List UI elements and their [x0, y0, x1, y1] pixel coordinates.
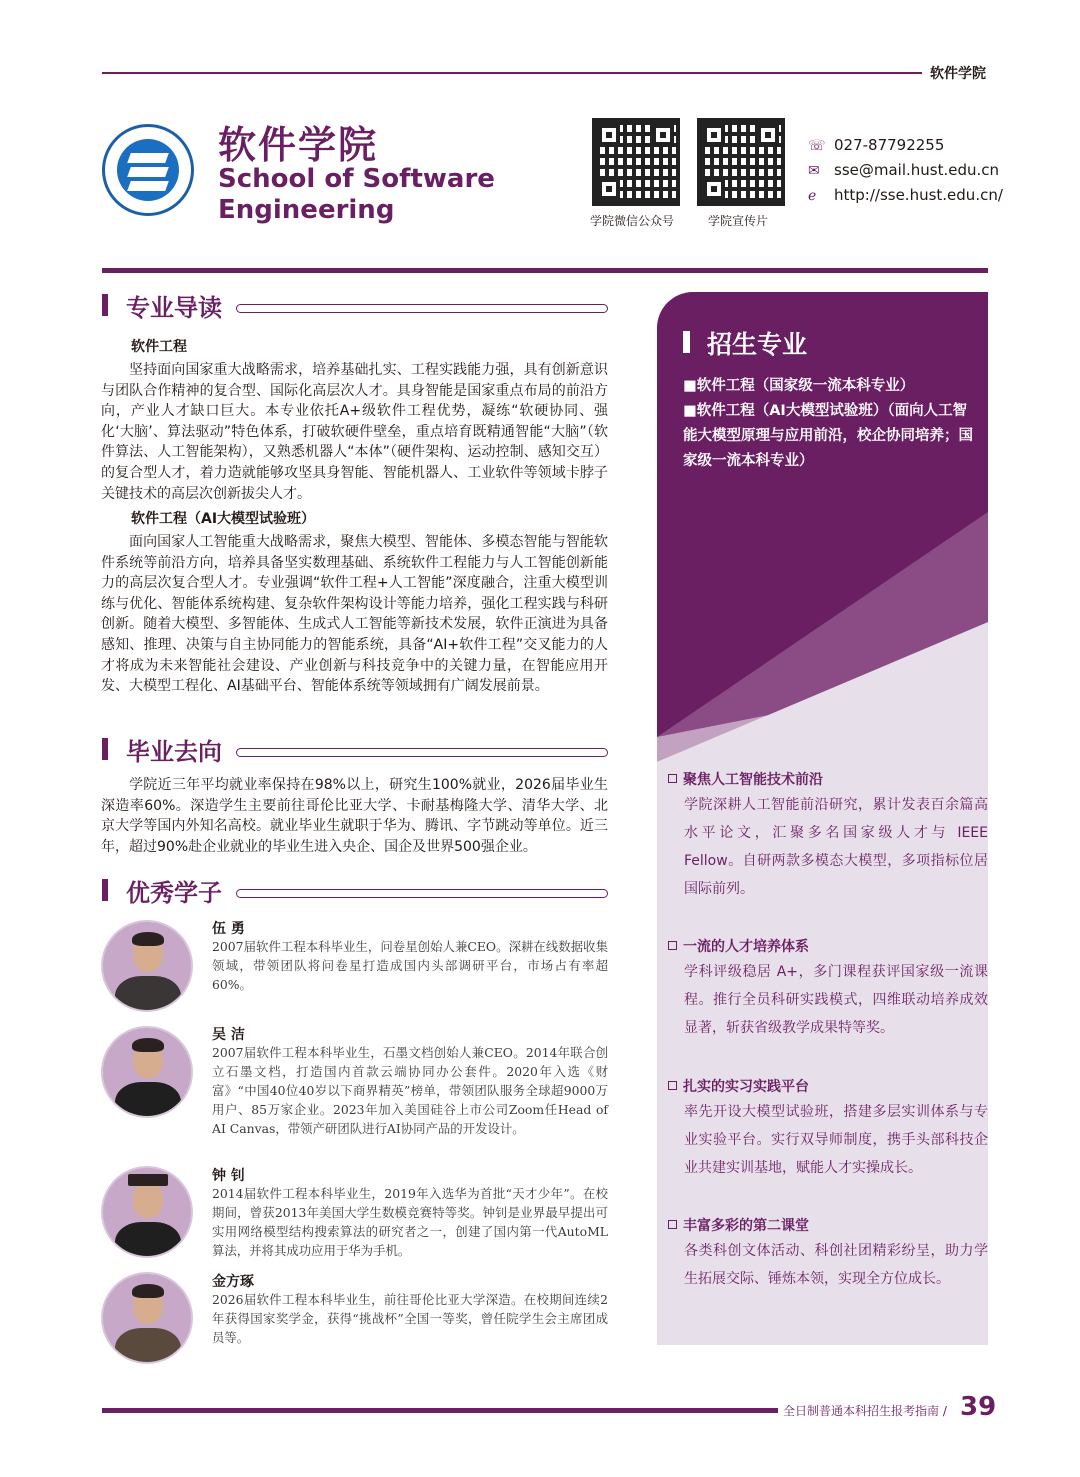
running-header: 软件学院 [930, 66, 986, 82]
page-number: 39 [960, 1392, 997, 1422]
feature-text-4: 各类科创文体活动、科创社团精彩纷呈，助力学生拓展交际、锤炼本领，实现全方位成长。 [684, 1243, 988, 1287]
qr-caption-video: 学院宣传片 [708, 214, 769, 228]
globe-icon: ℯ [808, 188, 817, 204]
admissions-majors [683, 374, 973, 474]
checkbox-square-icon [668, 941, 677, 950]
subhead-ai-class: 软件工程（AI大模型试验班） [131, 511, 316, 527]
alumni-name-2: 吴 洁 [212, 1027, 245, 1043]
subhead-software-engineering: 软件工程 [131, 339, 187, 355]
feature-text-3: 率先开设大模型试验班，搭建多层实训体系与专业实验平台。实行双导师制度，携手头部科技企业共建实训基地，赋能人才实操成长。 [684, 1104, 988, 1176]
feature-heading-1: 聚焦人工智能技术前沿 [668, 769, 823, 789]
header-rule [102, 268, 988, 273]
feature-heading-2: 一流的人才培养体系 [668, 936, 809, 956]
qr-caption-wechat: 学院微信公众号 [590, 214, 675, 228]
alumni-text-4: 2026届软件工程本科毕业生，前往哥伦比亚大学深造。在校期间连续2年获得国家奖学金，获得“挑战杯”全国一等奖，曾任院学生会主席团成员等。 [212, 1292, 608, 1345]
feature-heading-4: 丰富多彩的第二课堂 [668, 1215, 809, 1235]
footer-text: 全日制普通本科招生报考指南 / [783, 1404, 947, 1418]
contact-email: ✉ sse@mail.hust.edu.cn [808, 161, 1000, 179]
alumni-name-3: 钟 钊 [212, 1168, 245, 1184]
admissions-title: 招生专业 [707, 330, 808, 359]
checkbox-square-icon [668, 1220, 677, 1229]
feature-heading-3: 扎实的实习实践平台 [668, 1076, 809, 1096]
top-rule [102, 72, 922, 74]
phone-icon: ☏ [808, 138, 826, 154]
section-heading-intro: 专业导读 [102, 288, 608, 322]
alumni-name-4: 金方琢 [212, 1274, 254, 1290]
major-item-1: ■软件工程（国家级一流本科专业） [683, 378, 915, 394]
alumni-photo-2 [101, 1026, 193, 1118]
footer-rule [102, 1408, 778, 1413]
school-name-cn: 软件学院 [218, 123, 379, 167]
alumni-name-1: 伍 勇 [212, 921, 245, 937]
section-heading-career: 毕业去向 [102, 732, 608, 766]
alumni-photo-3 [101, 1166, 193, 1258]
alumni-photo-4 [101, 1272, 193, 1364]
school-logo-icon [102, 124, 194, 216]
intro-paragraph-1: 坚持面向国家重大战略需求，培养基础扎实、工程实践能力强，具有创新意识与团队合作精神的复合型、国际化高层次人才。具身智能是国家重点布局的前沿方向，产业人才缺口巨大。本专业依托A+级软件工程优势，凝练“软硬协同、强化‘大脑’、算法驱动”特色体系，打破软硬件壁垒，重点培育既精通智能“大脑”（软件算法、人工智能架构），又熟悉机器人“本体”（硬件架构、运动控制、感知交互）的复合型人才，着力造就能够攻坚具身智能、智能机器人、工业软件等领域卡脖子关键技术的高层次创新拔尖人才。 [101, 362, 608, 502]
alumni-text-3: 2014届软件工程本科毕业生，2019年入选华为首批“天才少年”。在校期间，曾获2013年美国大学生数模竞赛特等奖。钟钊是业界最早提出可实用网络模型结构搜索算法的研究者之一，创建了国内第一代AutoML算法，并将其成功应用于华为手机。 [212, 1186, 608, 1258]
admissions-title-bar [683, 331, 690, 353]
alumni-photo-1 [101, 920, 193, 1012]
video-qr-code [697, 118, 785, 206]
school-name-en: School of Software Engineering [218, 164, 495, 225]
contact-website: ℯ http://sse.hust.edu.cn/ [808, 186, 1003, 204]
checkbox-square-icon [668, 1081, 677, 1090]
career-paragraph: 学院近三年平均就业率保持在98%以上，研究生100%就业，2026届毕业生深造率60%。深造学生主要前往哥伦比亚大学、卡耐基梅隆大学、清华大学、北京大学等国内外知名高校。就业毕业生就职于华为、腾讯、字节跳动等单位。近三年，超过90%赴企业就业的毕业生进入央企、国企及世界500强企业。 [101, 777, 608, 855]
intro-paragraph-2: 面向国家人工智能重大战略需求，聚焦大模型、智能体、多模态智能与智能软件系统等前沿方向，培养具备坚实数理基础、系统软件工程能力与人工智能创新能力的高层次复合型人才。专业强调“软件工程+人工智能”深度融合，注重大模型训练与优化、智能体系统构建、复杂软件架构设计等能力培养，强化工程实践与科研创新。随着大模型、多智能体、生成式人工智能等新技术发展，软件正演进为具备感知、推理、决策与自主协同能力的智能系统，具备“AI+软件工程”交叉能力的人才将成为未来智能社会建设、产业创新与科技竞争中的关键力量，在智能应用开发、大模型工程化、AI基础平台、智能体系统等领域拥有广阔发展前景。 [101, 534, 608, 695]
contact-phone: ☏ 027-87792255 [808, 136, 945, 154]
alumni-text-1: 2007届软件工程本科毕业生，问卷星创始人兼CEO。深耕在线数据收集领域，带领团队将问卷星打造成国内头部调研平台，市场占有率超60%。 [212, 939, 608, 992]
major-item-2: ■软件工程（AI大模型试验班）（面向人工智能大模型原理与应用前沿，校企协同培养；国家级一流本科专业） [683, 403, 973, 469]
feature-text-1: 学院深耕人工智能前沿研究，累计发表百余篇高水平论文，汇聚多名国家级人才与 IEEE Fellow。自研两款多模态大模型，多项指标位居国际前列。 [684, 797, 988, 897]
wechat-qr-code [592, 118, 680, 206]
feature-text-2: 学科评级稳居 A+，多门课程获评国家级一流课程。推行全员科研实践模式，四维联动培养成效显著，斩获省级教学成果特等奖。 [684, 964, 988, 1036]
email-icon: ✉ [808, 163, 820, 179]
alumni-text-2: 2007届软件工程本科毕业生，石墨文档创始人兼CEO。2014年联合创立石墨文档，打造国内首款云端协同办公套件。2020年入选《财富》“中国40位40岁以下商界精英”榜单，带领团队服务全球超9000万用户、85万家企业。2023年加入美国硅谷上市公司Zoom任Head of AI Canvas，带领产研团队进行AI协同产品的开发设计。 [212, 1045, 608, 1136]
section-heading-alumni: 优秀学子 [102, 873, 608, 907]
checkbox-square-icon [668, 774, 677, 783]
